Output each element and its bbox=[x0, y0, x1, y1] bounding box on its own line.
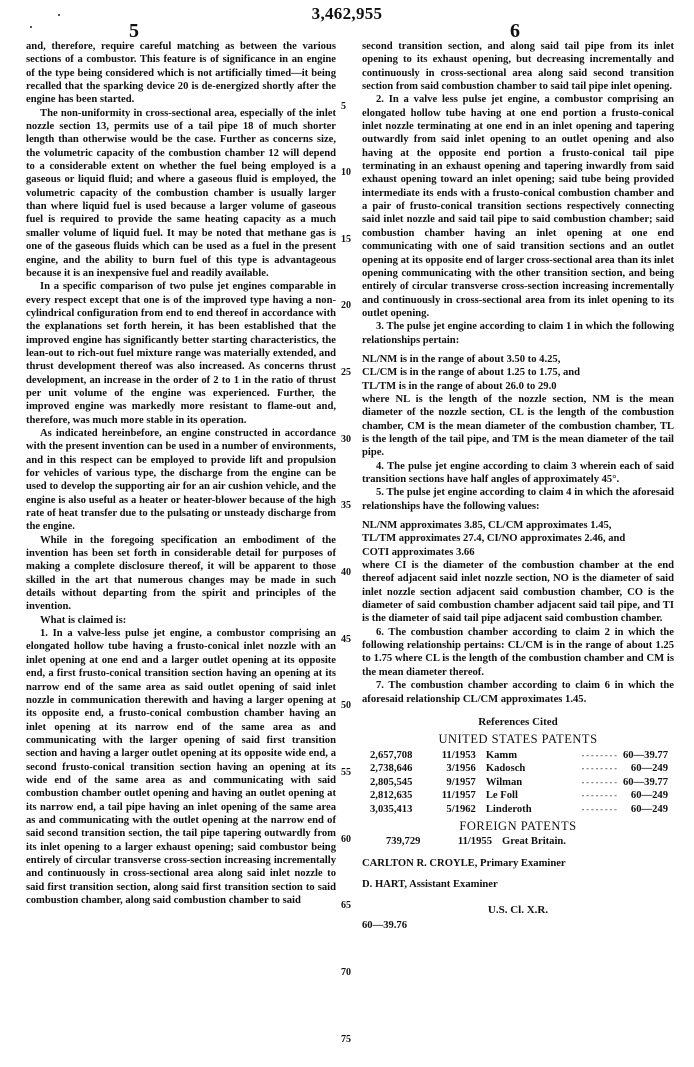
line-number: 75 bbox=[341, 1034, 351, 1045]
date-cell: 5/1962 bbox=[446, 803, 476, 815]
patent-number-cell: 3,035,413 bbox=[370, 803, 413, 815]
claim-1: 1. In a valve-less pulse jet engine, a combustor comprising an elongated hollow tube having a frusto-conical inlet nozzle with an inlet opening at one end and a larger outlet opening at its opposite end, a first frusto-conical transition section having an opening at its narrow end of the same area as said outlet opening of said inlet nozzle in communication therewith and having a larger opening at its opposite end, a frusto-conical combustion chamber having an inlet opening at its narrow end of the same area as and communicating with the larger opening of said first transition section and having a larger outlet opening at its opposite wide end, a second frusto-conical transition section having an opening at its wide end of the same area as and communicating with said combustion chamber outlet opening and having an outlet opening at its narrow end, a tail pipe having an inlet opening of the same area as and communicating with the outlet opening at the narrow end of said second transition section, the tail pipe tapering outwardly from its inlet opening to a larger exhaust opening; said combustor being entirely of circular transverse cross-section increasing incrementally and continuously in cross-sectional area along said inlet nozzle to said first transition section, along said first transition section to said combustion chamber, along said combustion chamber to said bbox=[26, 628, 336, 906]
claim-3: 3. The pulse jet engine according to claim 1 in which the following relationships pertain: bbox=[362, 321, 674, 346]
class-cell: 60—249 bbox=[630, 790, 668, 802]
line-number: 15 bbox=[341, 234, 351, 245]
reference-row bbox=[370, 789, 674, 803]
foreign-patents-heading: FOREIGN PATENTS bbox=[459, 819, 577, 834]
class-cell: 60—249 bbox=[630, 763, 668, 775]
date-cell: 11/1957 bbox=[441, 790, 476, 802]
claim-4: 4. The pulse jet engine according to claim 3 wherein each of said transition sections have half angles of approximately 45°. bbox=[362, 460, 674, 485]
foreign-patents-table bbox=[386, 835, 598, 849]
line-number: 60 bbox=[341, 834, 351, 845]
us-cl-heading: U.S. Cl. X.R. bbox=[487, 903, 549, 916]
reference-row bbox=[386, 835, 598, 849]
inventor-cell: Linderoth bbox=[485, 803, 532, 815]
line-number: 20 bbox=[341, 300, 351, 311]
leader-dots: - - - - - - - - bbox=[581, 764, 617, 774]
line-number: 25 bbox=[341, 367, 351, 378]
formula-line: NL/NM is in the range of about 3.50 to 4.25, bbox=[362, 353, 561, 365]
class-cell: 60—249 bbox=[630, 803, 668, 815]
patent-number-cell: 2,657,708 bbox=[370, 749, 413, 761]
line-number: 5 bbox=[341, 101, 346, 112]
formula-line: COTI approximates 3.66 bbox=[362, 546, 475, 558]
us-patents-table bbox=[370, 749, 674, 817]
formula-line: NL/NM approximates 3.85, CL/CM approximates 1.45, bbox=[362, 520, 612, 532]
scan-speck bbox=[30, 26, 32, 28]
claim-6: 6. The combustion chamber according to claim 2 in which the following relationship pertains: CL/CM is in the range of about 1.25 to 1.75 where CL is the length of the combustion chamber and CM is the mean diameter thereof. bbox=[362, 626, 674, 678]
formula-line: TL/TM approximates 27.4, CI/NO approximates 2.46, and bbox=[362, 533, 626, 545]
date-cell: 11/1955 bbox=[457, 836, 492, 848]
class-cell: 60—39.77 bbox=[622, 776, 668, 788]
inventor-cell: Kadosch bbox=[485, 763, 526, 775]
paragraph: In a specific comparison of two pulse jet engines comparable in every respect except that one is of the improved type having a non-cylindrical configuration from end to end thereof in accordance with the explanations set forth herein, it has been established that the improved engine has significantly better starting characteristics, the lean-out to rich-out fuel mixture range was materially extended, and thrust development thereof was also increased. As concerns thrust development, an increase in the order of 2 to 1 in the ratio of thrust per unit volume of the engine was experienced. Further, the improved engine was markedly more resistant to flame-out and, therefore, was much more stable in its operation. bbox=[26, 281, 336, 426]
right-column bbox=[362, 40, 674, 932]
reference-row bbox=[370, 803, 674, 817]
line-number: 70 bbox=[341, 967, 351, 978]
left-column-number: 5 bbox=[129, 20, 139, 42]
scan-speck bbox=[58, 14, 60, 16]
reference-row bbox=[370, 749, 674, 763]
line-number: 50 bbox=[341, 700, 351, 711]
inventor-cell: Wilman bbox=[485, 776, 523, 788]
references-heading: References Cited bbox=[478, 715, 558, 728]
primary-examiner: CARLTON R. CROYLE, Primary Examiner bbox=[362, 857, 566, 869]
patent-number-cell: 2,812,635 bbox=[370, 790, 413, 802]
leader-dots: - - - - - - - - bbox=[581, 777, 617, 787]
line-number: 45 bbox=[341, 634, 351, 645]
left-column bbox=[26, 40, 336, 907]
inventor-cell: Le Foll bbox=[485, 790, 518, 802]
date-cell: 11/1953 bbox=[441, 749, 476, 761]
line-number: 10 bbox=[341, 167, 351, 178]
patent-number-cell: 739,729 bbox=[386, 836, 421, 848]
line-number: 40 bbox=[341, 567, 351, 578]
right-column-number: 6 bbox=[510, 20, 520, 42]
country-cell: Great Britain. bbox=[502, 836, 566, 848]
line-number: 65 bbox=[341, 900, 351, 911]
class-cell: 60—39.77 bbox=[622, 749, 668, 761]
inventor-cell: Kamm bbox=[485, 749, 518, 761]
paragraph: where NL is the length of the nozzle section, NM is the mean diameter of the nozzle section, CL is the length of the combustion chamber, CM is the mean diameter of the combustion chamber, TL is the length of the tail pipe, and TM is the mean diameter of the tail pipe. bbox=[362, 393, 674, 459]
patent-number-cell: 2,805,545 bbox=[370, 776, 413, 788]
claim-2: 2. In a valve less pulse jet engine, a combustor comprising an elongated hollow tube having at one end portion a frusto-conical inlet nozzle terminating at one end in an inlet opening and tapering outwardly from said inlet opening to an outlet opening and also having at the opposite end portion a frusto-conical tail pipe terminating in an exhaust opening and tapering inwardly from said exhaust opening toward an inlet opening; said tube being provided intermediate its ends with a frusto-conical combustion chamber and a pair of frusto-conical transition sections respectively connecting said inlet nozzle and said tail pipe to said combustion chamber; said combustion chamber having an inlet opening at one end communicating with one of said transition sections and an outlet opening at its opposite end of larger cross-sectional area than its inlet opening communicating with the other transition section, and being entirely of circular transverse cross-section increasing incrementally and continuously in cross-sectional area from its inlet opening to its outlet opening. bbox=[362, 94, 674, 319]
claim-5: 5. The pulse jet engine according to claim 4 in which the aforesaid relationships have the following values: bbox=[362, 487, 674, 512]
us-patents-heading: UNITED STATES PATENTS bbox=[438, 732, 598, 747]
patent-number-cell: 2,738,646 bbox=[370, 763, 413, 775]
paragraph: While in the foregoing specification an embodiment of the invention has been set forth in considerable detail for purposes of making a complete disclosure thereof, it will be apparent to those skilled in the art that numerous changes may be made in such details without departing from the spirit and principles of the invention. bbox=[26, 534, 336, 613]
formula-line: CL/CM is in the range of about 1.25 to 1.75, and bbox=[362, 367, 581, 379]
formula-line: TL/TM is in the range of about 26.0 to 29.0 bbox=[362, 380, 557, 392]
paragraph: As indicated hereinbefore, an engine constructed in accordance with the present invention can be used in a number of environments, and in this respect can be employed to provide lift and propulsion for vehicles of various type, the discharge from the engine can be used to develop the supporting air for an air cushion vehicle, and the engine is also useful as a heater or heater-blower because of the high rate of heat transfer due to the pulsating or unsteady discharge from the engine. bbox=[26, 427, 336, 533]
line-number: 55 bbox=[341, 767, 351, 778]
patent-number: 3,462,955 bbox=[311, 4, 383, 23]
date-cell: 9/1957 bbox=[446, 776, 476, 788]
paragraph: where CI is the diameter of the combustion chamber at the end thereof adjacent said inlet nozzle section, NO is the diameter of said inlet nozzle section adjacent said combustion chamber, CO is the diameter of said combustion chamber adjacent said tail pipe, and TI is the diameter of said tail pipe adjacent said combustion chamber. bbox=[362, 560, 674, 625]
us-cl-value: 60—39.76 bbox=[362, 919, 408, 931]
assistant-examiner: D. HART, Assistant Examiner bbox=[362, 879, 498, 891]
date-cell: 3/1956 bbox=[446, 763, 476, 775]
reference-row bbox=[370, 762, 674, 776]
leader-dots: - - - - - - - - bbox=[581, 791, 617, 801]
claims-intro: What is claimed is: bbox=[40, 614, 127, 626]
claim-7: 7. The combustion chamber according to claim 6 in which the aforesaid relationship CL/CM approximates 1.45. bbox=[362, 680, 674, 705]
line-number: 30 bbox=[341, 434, 351, 445]
line-number: 35 bbox=[341, 500, 351, 511]
paragraph: and, therefore, require careful matching as between the various sections of a combustor. This feature is of significance in an engine of the type being considered which is not artificially timed—it being recalled that the sparking device 20 is de-energized shortly after the engine has been started. bbox=[26, 41, 336, 106]
paragraph: second transition section, and along said tail pipe from its inlet opening to its exhaust opening, but decreasing incrementally and continuously in cross-sectional area along said second transition section from said combustion chamber to said tail pipe inlet opening. bbox=[362, 41, 674, 93]
paragraph: The non-uniformity in cross-sectional area, especially of the inlet nozzle section 13, permits use of a tail pipe 18 of much shorter length than otherwise would be the case. Further as concerns size, the volumetric capacity of the combustion chamber 12 will depend to a considerable extent on whether the fuel being employed is a gaseous or liquid fluid; and where a gaseous fluid is employed, the volumetric capacity of the combustion chamber is usually larger than where liquid fuel is used because a larger volume of gaseous fuel is required to provide the same heating capacity as a much smaller volume of liquid fuel. It may be noted that methane gas is one of the gaseous fluids which can be used as a fuel in the present engine, and the ability to burn fuel of this type is advantageous because it is an inexpensive fuel and readily available. bbox=[26, 107, 336, 279]
leader-dots: - - - - - - - - bbox=[581, 804, 617, 814]
reference-row bbox=[370, 776, 674, 790]
leader-dots: - - - - - - - - bbox=[581, 750, 617, 760]
